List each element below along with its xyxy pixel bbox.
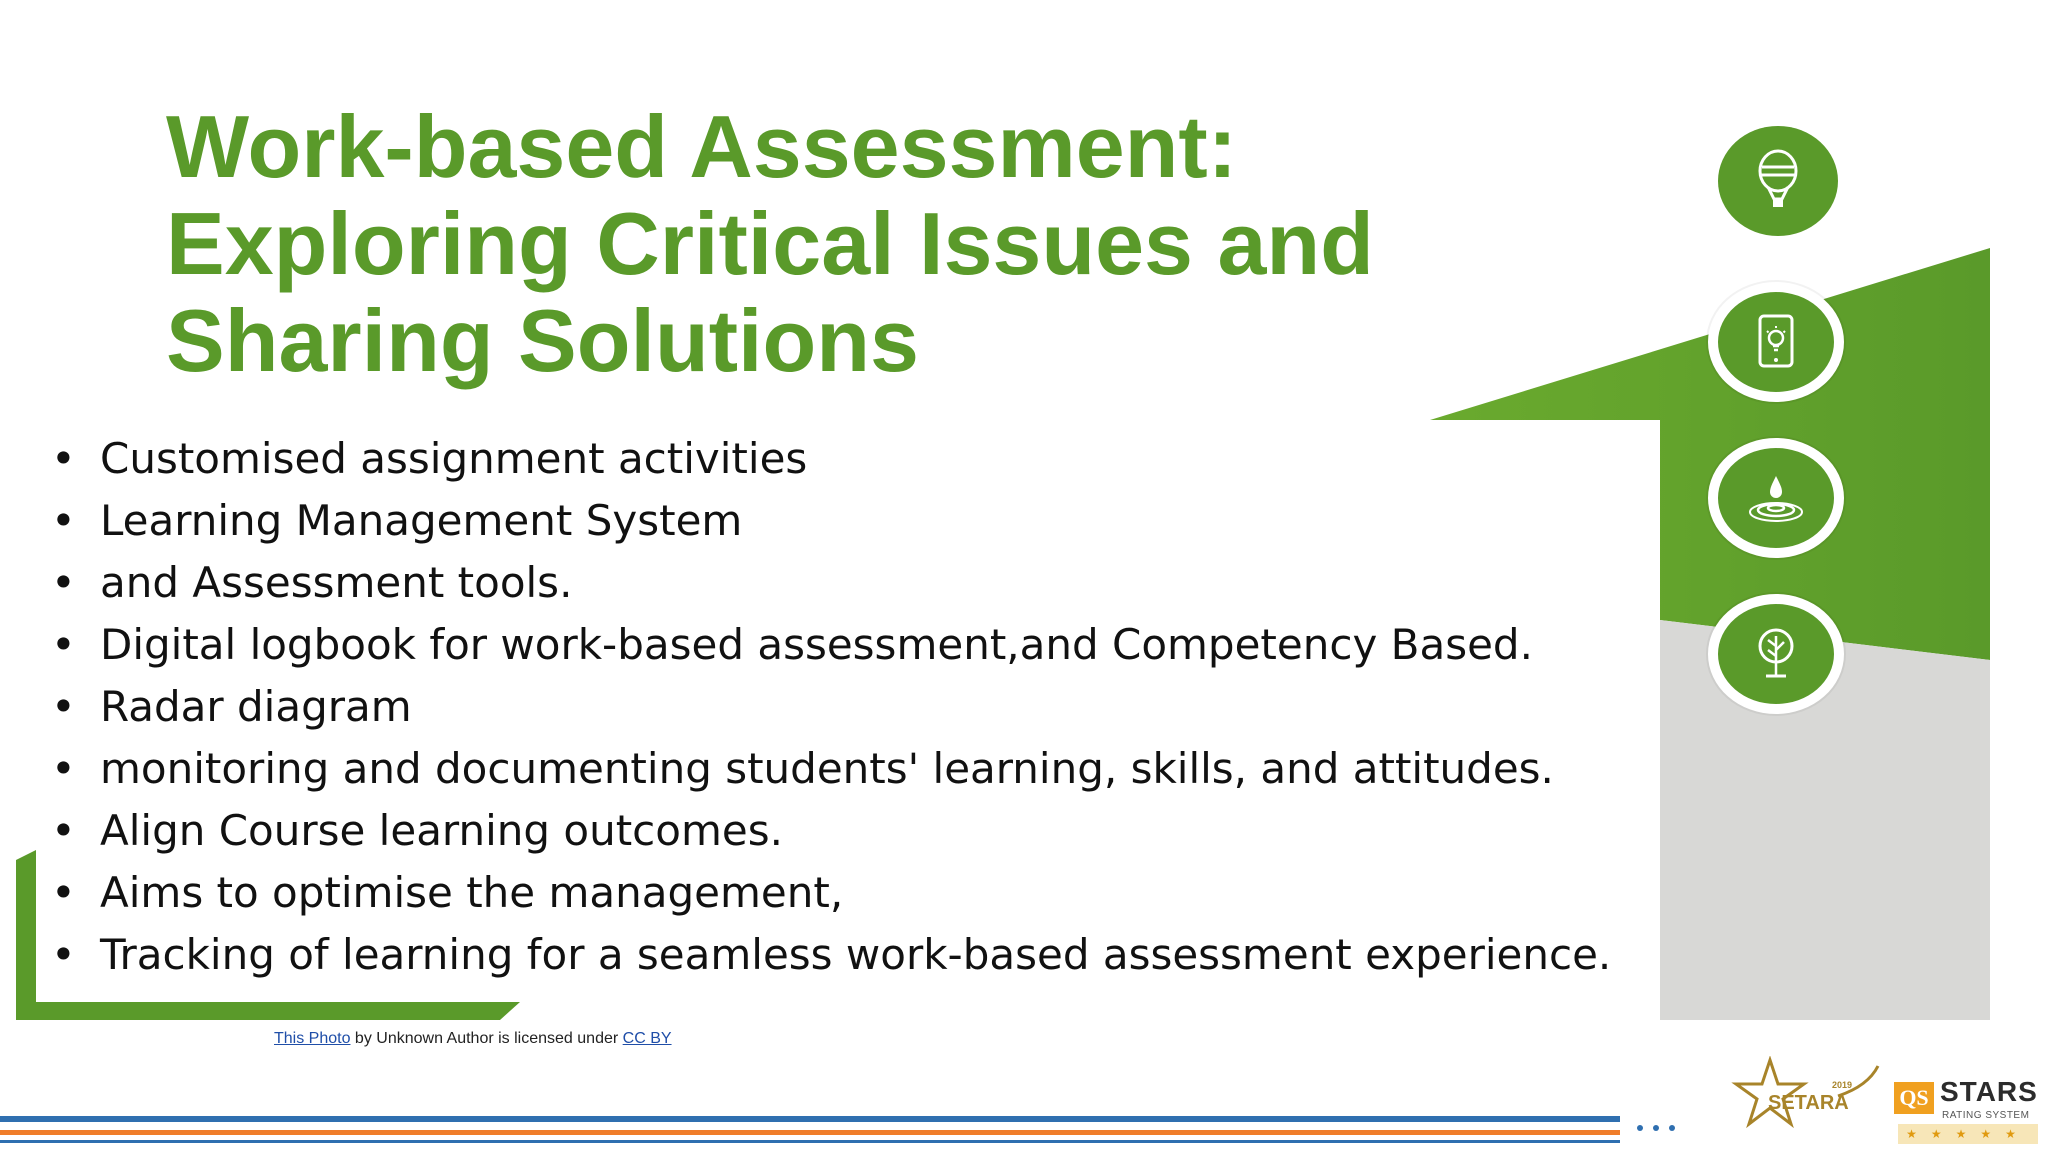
qs-stars-text: STARS bbox=[1940, 1076, 2038, 1107]
title-line-1: Work-based Assessment: bbox=[166, 97, 1238, 196]
bottom-line-blue bbox=[0, 1116, 1620, 1122]
hot-air-balloon-icon bbox=[1718, 126, 1838, 236]
photo-credit bbox=[274, 1030, 672, 1048]
tree-icon bbox=[1748, 622, 1804, 686]
qs-rating-system-text: RATING SYSTEM bbox=[1942, 1110, 2030, 1121]
bullet-list bbox=[36, 428, 1611, 986]
credit-text: by Unknown Author is licensed under bbox=[350, 1030, 623, 1047]
title-line-2: Exploring Critical Issues and bbox=[166, 194, 1374, 293]
hot-air-balloon-icon bbox=[1750, 149, 1806, 213]
bullet-item: • Radar diagram bbox=[36, 676, 1611, 738]
setara-year: 2019 bbox=[1832, 1080, 1853, 1090]
photo-link[interactable]: This Photo bbox=[274, 1030, 351, 1047]
bullet-item: • Align Course learning outcomes. bbox=[36, 800, 1611, 862]
bullet-item: • Aims to optimise the management, bbox=[36, 862, 1611, 924]
water-drop-ripple-icon bbox=[1748, 466, 1804, 530]
slide-title bbox=[166, 98, 1666, 389]
tablet-lightbulb-icon bbox=[1748, 310, 1804, 374]
bullet-item: • monitoring and documenting students' learning, skills, and attitudes. bbox=[36, 738, 1611, 800]
tablet-lightbulb-icon bbox=[1708, 282, 1844, 402]
bullet-item: • and Assessment tools. bbox=[36, 552, 1611, 614]
bullet-item: • Digital logbook for work-based assessment,and Competency Based. bbox=[36, 614, 1611, 676]
bullet-item: • Learning Management System bbox=[36, 490, 1611, 552]
tree-icon bbox=[1708, 594, 1844, 714]
water-drop-ripple-icon bbox=[1708, 438, 1844, 558]
bottom-line-blue-2 bbox=[0, 1140, 1620, 1143]
setara-text: SETARA bbox=[1768, 1092, 1849, 1114]
license-link[interactable]: CC BY bbox=[622, 1030, 672, 1047]
qs-box: QS bbox=[1894, 1082, 1934, 1114]
qs-stars-logo bbox=[1894, 1076, 2044, 1146]
qs-star-rating: ★★★★★ bbox=[1898, 1124, 2038, 1144]
bullet-item: • Tracking of learning for a seamless work-based assessment experience. bbox=[36, 924, 1611, 986]
bullet-item: • Customised assignment activities bbox=[36, 428, 1611, 490]
title-line-3: Sharing Solutions bbox=[166, 291, 919, 390]
bottom-line-orange bbox=[0, 1130, 1620, 1135]
setara-logo bbox=[1728, 1056, 1886, 1144]
